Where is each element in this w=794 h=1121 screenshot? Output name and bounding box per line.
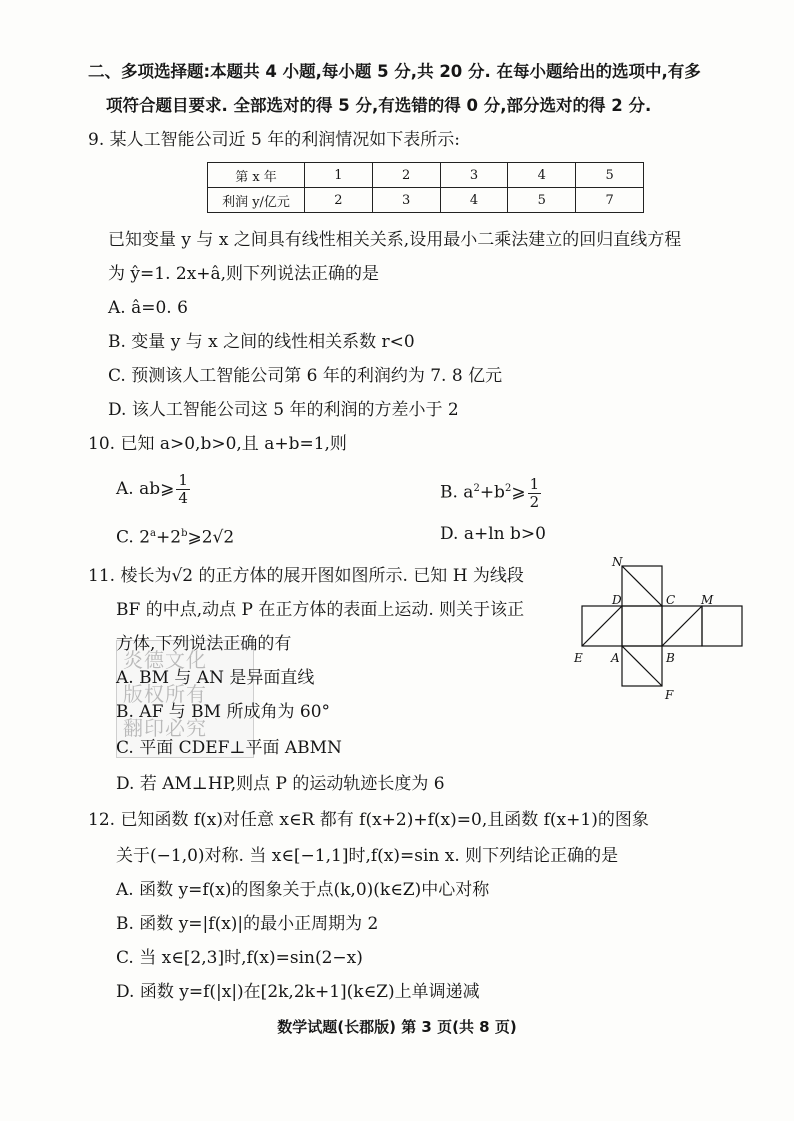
- label-b: B: [666, 651, 675, 665]
- label-m: M: [701, 593, 714, 607]
- superscript: 2: [473, 483, 480, 494]
- q10-option-a-text: A. ab⩾: [116, 479, 175, 499]
- table-row: [208, 188, 644, 213]
- cube-net-diagram: [570, 552, 780, 702]
- q9-stem: 9. 某人工智能公司近 5 年的利润情况如下表所示:: [88, 130, 460, 150]
- label-e: E: [574, 651, 583, 665]
- watermark-text: 炎德文化: [123, 648, 207, 672]
- q9-option-d: D. 该人工智能公司这 5 年的利润的方差小于 2: [108, 400, 459, 420]
- diagonal-line: [582, 606, 622, 646]
- fraction-numerator: 1: [529, 474, 540, 493]
- q9-text2: 为 ŷ=1. 2x+â,则下列说法正确的是: [108, 264, 380, 284]
- diagonal-line: [622, 566, 662, 606]
- fraction-numerator: 1: [178, 471, 188, 489]
- net-square: [702, 606, 742, 646]
- label-a: A: [611, 651, 620, 665]
- q10-stem: 10. 已知 a>0,b>0,且 a+b=1,则: [88, 434, 347, 454]
- q10-option-c-text: +2: [156, 527, 182, 548]
- label-f: F: [665, 688, 674, 702]
- q10-option-b: [440, 470, 543, 512]
- diagonal-line: [662, 606, 702, 646]
- q12-line1: 12. 已知函数 f(x)对任意 x∈R 都有 f(x+2)+f(x)=0,且函数 f(x+1)的图象: [88, 810, 649, 830]
- profit-table: [207, 162, 644, 213]
- q11-line2: BF 的中点,动点 P 在正方体的表面上运动. 则关于该正: [116, 600, 525, 620]
- q12-option-d: D. 函数 y=f(|x|)在[2k,2k+1](k∈Z)上单调递减: [116, 982, 480, 1002]
- q11-option-d: D. 若 AM⊥HP,则点 P 的运动轨迹长度为 6: [116, 774, 445, 794]
- table-cell: 5: [576, 163, 644, 188]
- cube-net-lines: [582, 566, 742, 686]
- q9-option-a: A. â=0. 6: [108, 298, 188, 318]
- q11-line3: 方体,下列说法正确的有: [116, 634, 292, 654]
- table-cell: 第 x 年: [208, 163, 305, 188]
- fraction-denominator: 2: [529, 492, 540, 511]
- q10-option-b-text: +b: [479, 482, 505, 503]
- superscript: a: [150, 528, 156, 539]
- watermark-text: 版权所有: [123, 682, 207, 706]
- q11-option-b: B. AF 与 BM 所成角为 60°: [116, 702, 331, 722]
- watermark-text: 翻印必究: [123, 716, 207, 740]
- q11-option-a: A. BM 与 AN 是异面直线: [116, 668, 315, 688]
- net-square: [622, 606, 662, 646]
- table-cell: 5: [508, 188, 576, 213]
- superscript: b: [181, 528, 188, 539]
- section-heading-line2: 项符合题目要求. 全部选对的得 5 分,有选错的得 0 分,部分选对的得 2 分.: [106, 96, 652, 115]
- label-d: D: [612, 593, 622, 607]
- table-row: [208, 163, 644, 188]
- superscript: 2: [504, 483, 512, 494]
- label-n: N: [612, 555, 623, 569]
- diagonal-line: [622, 646, 662, 686]
- q11-line1: 11. 棱长为√2 的正方体的展开图如图所示. 已知 H 为线段: [88, 566, 524, 586]
- section-heading-line1: 二、多项选择题:本题共 4 小题,每小题 5 分,共 20 分. 在每小题给出的选项中,有多: [88, 62, 701, 81]
- table-cell: 7: [576, 188, 644, 213]
- q10-option-b-text: ⩾: [511, 482, 526, 503]
- table-cell: 利润 y/亿元: [208, 188, 305, 213]
- q9-text1: 已知变量 y 与 x 之间具有线性相关关系,设用最小二乘法建立的回归直线方程: [108, 230, 682, 250]
- q11-option-c: C. 平面 CDEF⊥平面 ABMN: [116, 738, 342, 758]
- table-cell: 4: [508, 163, 576, 188]
- q10-option-b-text: B. a: [440, 482, 474, 503]
- table-cell: 2: [305, 188, 373, 213]
- q12-option-a: A. 函数 y=f(x)的图象关于点(k,0)(k∈Z)中心对称: [116, 880, 490, 900]
- q10-option-d: D. a+ln b>0: [440, 524, 546, 544]
- fraction: [176, 472, 190, 507]
- q12-option-c: C. 当 x∈[2,3]时,f(x)=sin(2−x): [116, 948, 363, 968]
- fraction-denominator: 4: [178, 489, 188, 507]
- fraction: [528, 476, 542, 511]
- table-cell: 2: [372, 163, 440, 188]
- q12-line2: 关于(−1,0)对称. 当 x∈[−1,1]时,f(x)=sin x. 则下列结论正确的是: [116, 846, 619, 866]
- q10-option-c: [116, 522, 234, 550]
- q9-option-b: B. 变量 y 与 x 之间的线性相关系数 r<0: [108, 332, 415, 352]
- table-cell: 3: [372, 188, 440, 213]
- table-cell: 3: [440, 163, 508, 188]
- q10-option-a: [116, 470, 192, 508]
- page-footer: 数学试题(长郡版) 第 3 页(共 8 页): [277, 1018, 517, 1036]
- table-cell: 4: [440, 188, 508, 213]
- q10-option-c-text: C. 2: [116, 527, 151, 548]
- label-c: C: [666, 593, 676, 607]
- q12-option-b: B. 函数 y=|f(x)|的最小正周期为 2: [116, 914, 379, 934]
- q10-option-c-text: ⩾2√2: [187, 527, 235, 548]
- table-cell: 1: [305, 163, 373, 188]
- q9-option-c: C. 预测该人工智能公司第 6 年的利润约为 7. 8 亿元: [108, 366, 503, 386]
